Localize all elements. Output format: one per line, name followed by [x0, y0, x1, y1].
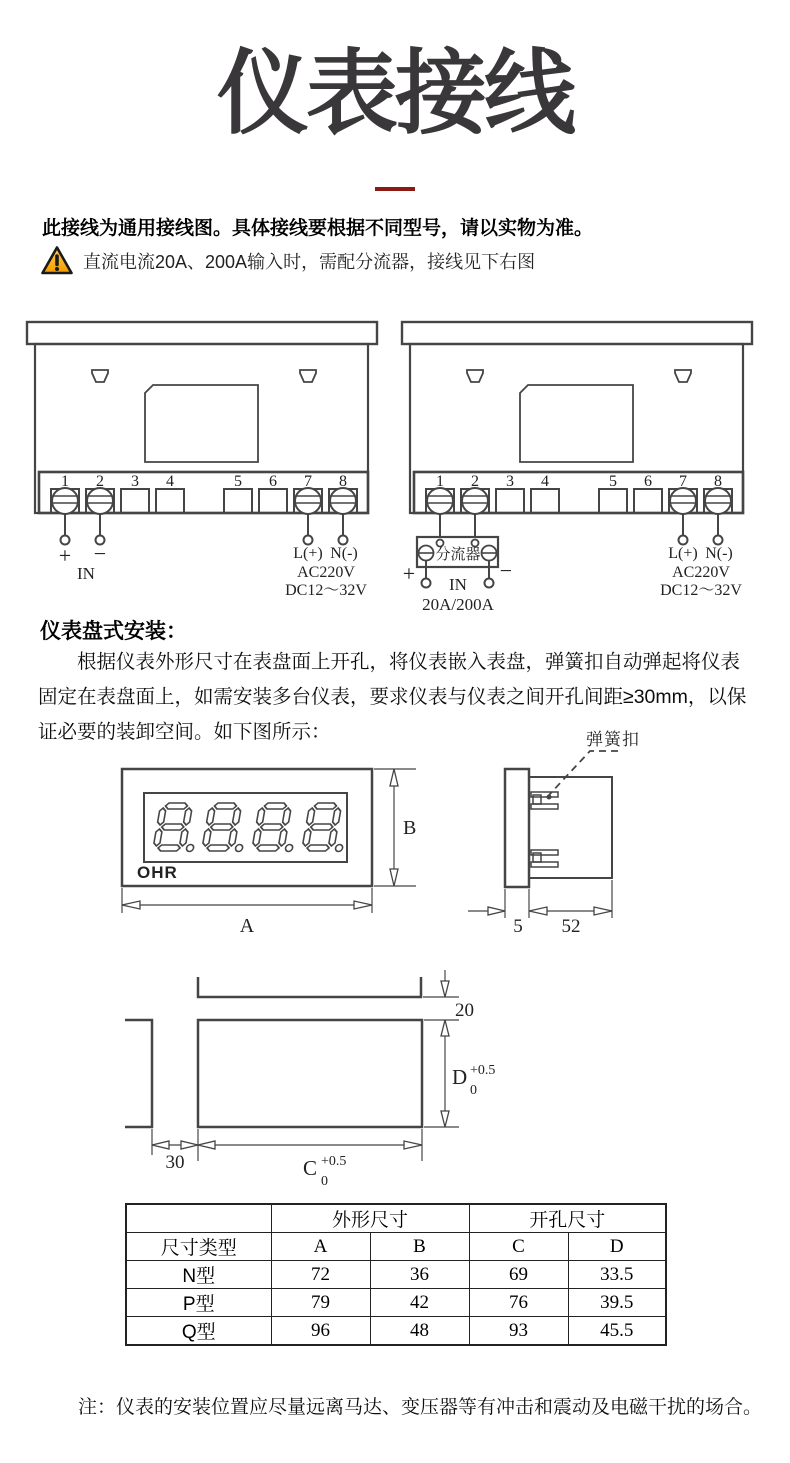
- dim-c-subscript: 0: [321, 1174, 328, 1189]
- minus-label-left: −: [93, 541, 107, 566]
- notice-text: 此接线为通用接线图。具体接线要根据不同型号，请以实物为准。: [42, 218, 594, 239]
- side-view: [468, 730, 640, 937]
- page-title: 仪表接线: [216, 43, 573, 145]
- terminal-7-label: 7: [304, 473, 312, 490]
- adjacent-cutout-left: [125, 1020, 152, 1127]
- blank-cell: [126, 1204, 271, 1233]
- dim-d-subscript: 0: [470, 1083, 477, 1098]
- row-type: Q型: [126, 1317, 271, 1346]
- spring-clip-leader-line: [549, 751, 618, 795]
- terminal-7-label: 7: [679, 473, 687, 490]
- cell-b: 48: [370, 1317, 469, 1346]
- shunt-current-label: 20A/200A: [422, 595, 494, 614]
- dim-c-tolerance: +0.5: [321, 1154, 347, 1169]
- neutral-label-left: N(-): [330, 545, 358, 562]
- gap-20-label: 20: [455, 1000, 474, 1021]
- in-label-left: IN: [77, 564, 95, 583]
- table-row-group-header: [126, 1204, 666, 1233]
- cell-a: 96: [271, 1317, 370, 1346]
- col-d-header: D: [568, 1233, 666, 1261]
- neutral-label-right: N(-): [705, 545, 733, 562]
- cell-d: 39.5: [568, 1289, 666, 1317]
- terminal-1-label: 1: [61, 473, 69, 490]
- terminal-8-label: 8: [339, 473, 347, 490]
- cell-b: 42: [370, 1289, 469, 1317]
- cell-b: 36: [370, 1261, 469, 1289]
- spring-clip-lower: [531, 850, 558, 867]
- cell-d: 45.5: [568, 1317, 666, 1346]
- terminal-6-label: 6: [269, 473, 277, 490]
- seven-segment-display: [152, 803, 350, 852]
- table-row: [126, 1317, 666, 1346]
- shunt-label: 分流器: [435, 546, 481, 563]
- ac-power-label-right: AC220V: [672, 564, 730, 581]
- cell-c: 93: [469, 1317, 568, 1346]
- cell-d: 33.5: [568, 1261, 666, 1289]
- minus-label-shunt: −: [499, 558, 513, 583]
- table-row: [126, 1261, 666, 1289]
- plus-label-shunt: +: [402, 561, 416, 586]
- gap-30-label: 30: [165, 1152, 185, 1173]
- row-type: N型: [126, 1261, 271, 1289]
- spring-clip-upper: [531, 792, 558, 809]
- wiring-diagrams: [0, 315, 790, 615]
- line-label-left: L(+): [293, 545, 323, 562]
- row-type: P型: [126, 1289, 271, 1317]
- wires-right: [403, 514, 743, 614]
- dc-power-label-left: DC12～32V: [285, 582, 367, 599]
- terminal-3-label: 3: [506, 473, 514, 490]
- cell-a: 79: [271, 1289, 370, 1317]
- meter-back-left: [27, 322, 377, 514]
- col-c-header: C: [469, 1233, 568, 1261]
- cell-c: 69: [469, 1261, 568, 1289]
- meter-back-right: [402, 322, 752, 514]
- terminal-5-label: 5: [234, 473, 242, 490]
- table-row: [126, 1289, 666, 1317]
- terminal-1-label: 1: [436, 473, 444, 490]
- terminal-4-label: 4: [541, 473, 549, 490]
- terminal-8-label: 8: [714, 473, 722, 490]
- dim-c-letter: C: [303, 1156, 318, 1180]
- terminal-numbers-right: [436, 473, 722, 490]
- front-view: [122, 769, 416, 937]
- terminal-2-label: 2: [471, 473, 479, 490]
- plus-label-left: +: [58, 543, 72, 568]
- cutout-dimensions: [0, 955, 790, 1195]
- outline-size-header: 外形尺寸: [271, 1204, 469, 1233]
- dim-d-tolerance: +0.5: [470, 1063, 496, 1078]
- cutout-rect: [198, 1020, 422, 1127]
- dim-b-label: B: [403, 817, 417, 839]
- installation-views: [0, 725, 790, 955]
- section-paragraph: 根据仪表外形尺寸在表盘面上开孔，将仪表嵌入表盘，弹簧扣自动弹起将仪表固定在表盘面上，如需安装多台仪表，要求仪表与仪表之间开孔间距≥30mm，以保证必要的装卸空间。如下图所示：: [38, 651, 747, 743]
- dim-d-letter: D: [452, 1065, 468, 1089]
- cutout-size-header: 开孔尺寸: [469, 1204, 666, 1233]
- warning-icon: [40, 245, 74, 276]
- cell-c: 76: [469, 1289, 568, 1317]
- terminal-3-label: 3: [131, 473, 139, 490]
- table-row-col-header: [126, 1233, 666, 1261]
- col-a-header: A: [271, 1233, 370, 1261]
- terminal-numbers-left: [61, 473, 347, 490]
- terminal-4-label: 4: [166, 473, 174, 490]
- col-b-header: B: [370, 1233, 469, 1261]
- adjacent-cutout-above: [198, 977, 421, 997]
- body-depth-label: 52: [561, 916, 581, 937]
- dim-a-label: A: [239, 915, 255, 937]
- warning-row: [40, 245, 535, 276]
- terminal-5-label: 5: [609, 473, 617, 490]
- cell-a: 72: [271, 1261, 370, 1289]
- bezel-depth-label: 5: [513, 916, 523, 937]
- terminal-6-label: 6: [644, 473, 652, 490]
- in-label-shunt: IN: [449, 575, 467, 594]
- dim-d-label: [452, 1063, 495, 1098]
- line-label-right: L(+): [668, 545, 698, 562]
- ac-power-label-left: AC220V: [297, 564, 355, 581]
- warning-text: 直流电流20A、200A输入时，需配分流器，接线见下右图: [83, 251, 536, 272]
- spring-clip-label: 弹簧扣: [586, 730, 640, 749]
- dimension-table: [125, 1203, 667, 1346]
- terminal-2-label: 2: [96, 473, 104, 490]
- wires-left: [59, 514, 368, 599]
- dim-c-label: [303, 1154, 346, 1189]
- title-accent-dash: [375, 187, 415, 191]
- brand-logo: OHR: [137, 863, 178, 882]
- section-heading: 仪表盘式安装：: [40, 620, 187, 643]
- dc-power-label-right: DC12～32V: [660, 582, 742, 599]
- footnote-text: 注：仪表的安装位置应尽量远离马达、变压器等有冲击和震动及电磁干扰的场合。: [78, 1397, 763, 1418]
- size-type-header: 尺寸类型: [126, 1233, 271, 1261]
